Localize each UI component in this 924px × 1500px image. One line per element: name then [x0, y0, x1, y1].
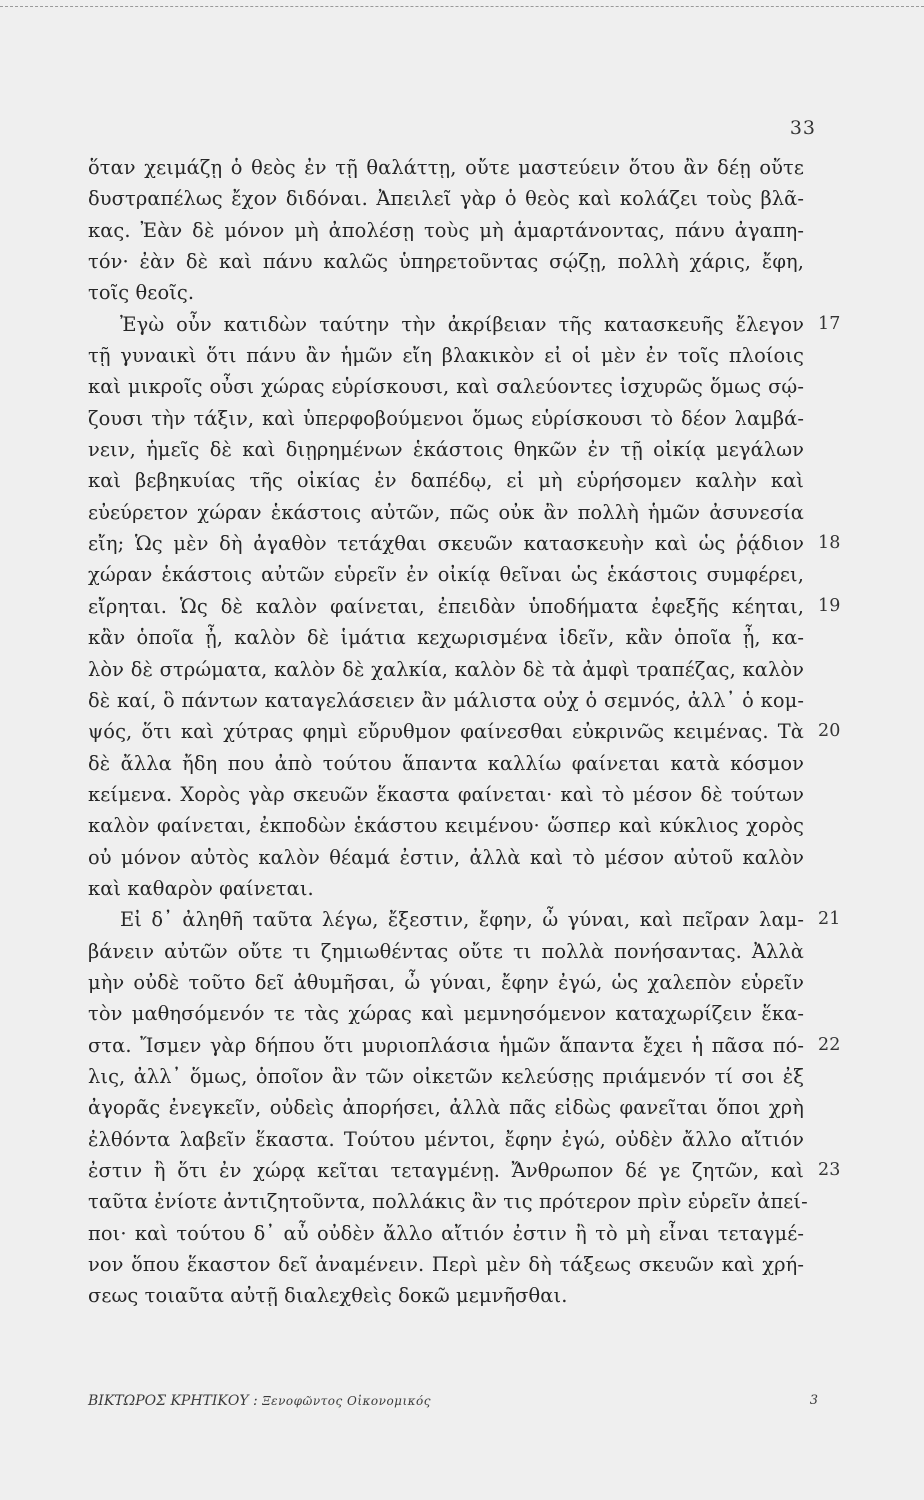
section-number: 18 — [818, 533, 841, 554]
text-line: καὶ μικροῖς οὖσι χώρας εὑρίσκουσι, καὶ σαλεύοντες ἰσχυρῶς ὅμως σῴ- — [88, 375, 804, 399]
text-line: οὐ μόνον αὐτὸς καλὸν θέαμά ἐστιν, ἀλλὰ καὶ τὸ μέσον αὐτοῦ καλὸν — [88, 845, 804, 869]
text-line: τόν· ἐὰν δὲ καὶ πάνυ καλῶς ὑπηρετοῦντας σῴζῃ, πολλὴ χάρις, ἔφη, — [88, 250, 804, 274]
section-number: 20 — [818, 721, 841, 742]
section-number: 17 — [818, 313, 841, 334]
text-line: ψός, ὅτι καὶ χύτρας φημὶ εὔρυθμον φαίνεσθαι εὐκρινῶς κειμένας. Τὰ 20 — [88, 716, 804, 747]
main-text-block — [88, 152, 841, 1312]
section-number: 19 — [818, 595, 841, 616]
text-line: ἐλθόντα λαβεῖν ἕκαστα. Τούτου μέντοι, ἔφην ἐγώ, οὐδὲν ἄλλο αἴτιόν — [88, 1127, 804, 1151]
text-line: τοῖς θεοῖς. — [88, 281, 195, 305]
text-line: ποι· καὶ τούτου δ᾽ αὖ οὐδὲν ἄλλο αἴτιόν ἐστιν ἢ τὸ μὴ εἶναι τεταγμέ- — [88, 1221, 804, 1245]
text-line: κείμενα. Χορὸς γὰρ σκευῶν ἕκαστα φαίνεται· καὶ τὸ μέσον δὲ τούτων — [88, 782, 804, 806]
text-line: ζουσι τὴν τάξιν, καὶ ὑπερφοβούμενοι ὅμως εὑρίσκουσι τὸ δέον λαμβά- — [88, 406, 804, 430]
text-line: τῇ γυναικὶ ὅτι πάνυ ἂν ἡμῶν εἴη βλακικὸν εἰ οἱ μὲν ἐν τοῖς πλοίοις — [88, 344, 804, 368]
text-line: μὴν οὐδὲ τοῦτο δεῖ ἀθυμῆσαι, ὦ γύναι, ἔφην ἐγώ, ὡς χαλεπὸν εὑρεῖν — [88, 970, 804, 994]
top-edge-rule — [0, 6, 924, 7]
text-line: νον ὅπου ἕκαστον δεῖ ἀναμένειν. Περὶ μὲν δὴ τάξεως σκευῶν καὶ χρή- — [88, 1253, 804, 1277]
footer-title: Ξενοφῶντος Οἰκονομικός — [262, 1394, 431, 1408]
text-line: δὲ καί, ὃ πάντων καταγελάσειεν ἂν μάλιστα οὐχ ὁ σεμνός, ἀλλ᾽ ὁ κομ- — [88, 688, 804, 712]
text-line: σεως τοιαῦτα αὐτῇ διαλεχθεὶς δοκῶ μεμνῆσθαι. — [88, 1284, 568, 1308]
footer-signature: 3 — [809, 1393, 818, 1408]
text-line: βάνειν αὐτῶν οὔτε τι ζημιωθέντας οὔτε τι πολλὰ πονήσαντας. Ἀλλὰ — [88, 939, 804, 963]
text-line: κας. Ἐὰν δὲ μόνον μὴ ἀπολέσῃ τοὺς μὴ ἁμαρτάνοντας, πάνυ ἀγαπη- — [88, 218, 804, 242]
text-line: ταῦτα ἐνίοτε ἀντιζητοῦντα, πολλάκις ἂν τις πρότερον πρὶν εὑρεῖν ἀπεί- — [88, 1190, 808, 1214]
text-line: λις, ἀλλ᾽ ὅμως, ὁποῖον ἂν τῶν οἰκετῶν κελεύσῃς πριάμενόν τί σοι ἐξ — [88, 1064, 804, 1088]
text-line: χώραν ἑκάστοις αὐτῶν εὑρεῖν ἐν οἰκίᾳ θεῖναι ὡς ἑκάστοις συμφέρει, — [88, 563, 804, 587]
text-line: ὅταν χειμάζῃ ὁ θεὸς ἐν τῇ θαλάττῃ, οὔτε μαστεύειν ὅτου ἂν δέῃ οὔτε — [88, 156, 804, 179]
text-line: Ἐγὼ οὖν κατιδὼν ταύτην τὴν ἀκρίβειαν τῆς κατασκευῆς ἔλεγον 17 — [88, 309, 804, 340]
section-number: 23 — [818, 1160, 841, 1180]
text-line: τὸν μαθησόμενόν τε τὰς χώρας καὶ μεμνησόμενον καταχωρίζειν ἕκα- — [88, 1002, 804, 1026]
text-line: καὶ βεβηκυίας τῆς οἰκίας ἐν δαπέδῳ, εἰ μὴ εὑρήσομεν καλὴν καὶ — [88, 469, 804, 493]
footer-author: ΒΙΚΤΩΡΟΣ ΚΡΗΤΙΚΟΥ : — [88, 1393, 258, 1409]
section-number: 22 — [818, 1034, 841, 1055]
text-line: κἂν ὁποῖα ᾖ, καλὸν δὲ ἱμάτια κεχωρισμένα ἰδεῖν, κἂν ὁποῖα ᾖ, κα- — [88, 626, 804, 650]
page-number: 33 — [789, 117, 816, 139]
text-line: στα. Ἴσμεν γὰρ δήπου ὅτι μυριοπλάσια ἡμῶν ἅπαντα ἔχει ἡ πᾶσα πό- 22 — [88, 1030, 804, 1061]
text-line: καλὸν φαίνεται, ἐκποδὼν ἑκάστου κειμένου· ὥσπερ καὶ κύκλιος χορὸς — [88, 814, 804, 838]
page-footer — [88, 1393, 818, 1409]
text-line: Εἰ δ᾽ ἀληθῆ ταῦτα λέγω, ἔξεστιν, ἔφην, ὦ γύναι, καὶ πεῖραν λαμ- 21 — [88, 904, 804, 935]
text-line: ἐστιν ἢ ὅτι ἐν χώρᾳ κεῖται τεταγμένῃ. Ἄνθρωπον δέ γε ζητῶν, καὶ 23 — [88, 1155, 804, 1186]
text-line: ἀγορᾶς ἐνεγκεῖν, οὐδεὶς ἀπορήσει, ἀλλὰ πᾶς εἰδὼς φανεῖται ὅποι χρὴ — [88, 1096, 804, 1120]
text-line: εἴρηται. Ὡς δὲ καλὸν φαίνεται, ἐπειδὰν ὑποδήματα ἐφεξῆς κέηται, 19 — [88, 591, 804, 622]
text-line: εἴη; Ὡς μὲν δὴ ἀγαθὸν τετάχθαι σκευῶν κατασκευὴν καὶ ὡς ῥᾴδιον 18 — [88, 528, 804, 559]
text-line: δὲ ἄλλα ἤδη που ἀπὸ τούτου ἅπαντα καλλίω φαίνεται κατὰ κόσμον — [88, 751, 804, 775]
text-line: νειν, ἡμεῖς δὲ καὶ διῃρημένων ἑκάστοις θηκῶν ἐν τῇ οἰκίᾳ μεγάλων — [88, 438, 804, 462]
text-line: καὶ καθαρὸν φαίνεται. — [88, 876, 314, 900]
text-line: εὐεύρετον χώραν ἑκάστοις αὐτῶν, πῶς οὐκ ἂν πολλὴ ἡμῶν ἀσυνεσία — [88, 500, 804, 524]
text-line: δυστραπέλως ἔχον διδόναι. Ἀπειλεῖ γὰρ ὁ θεὸς καὶ κολάζει τοὺς βλᾶ- — [88, 187, 804, 211]
text-line: λὸν δὲ στρώματα, καλὸν δὲ χαλκία, καλὸν δὲ τὰ ἀμφὶ τραπέζας, καλὸν — [88, 657, 804, 681]
section-number: 21 — [818, 909, 841, 930]
